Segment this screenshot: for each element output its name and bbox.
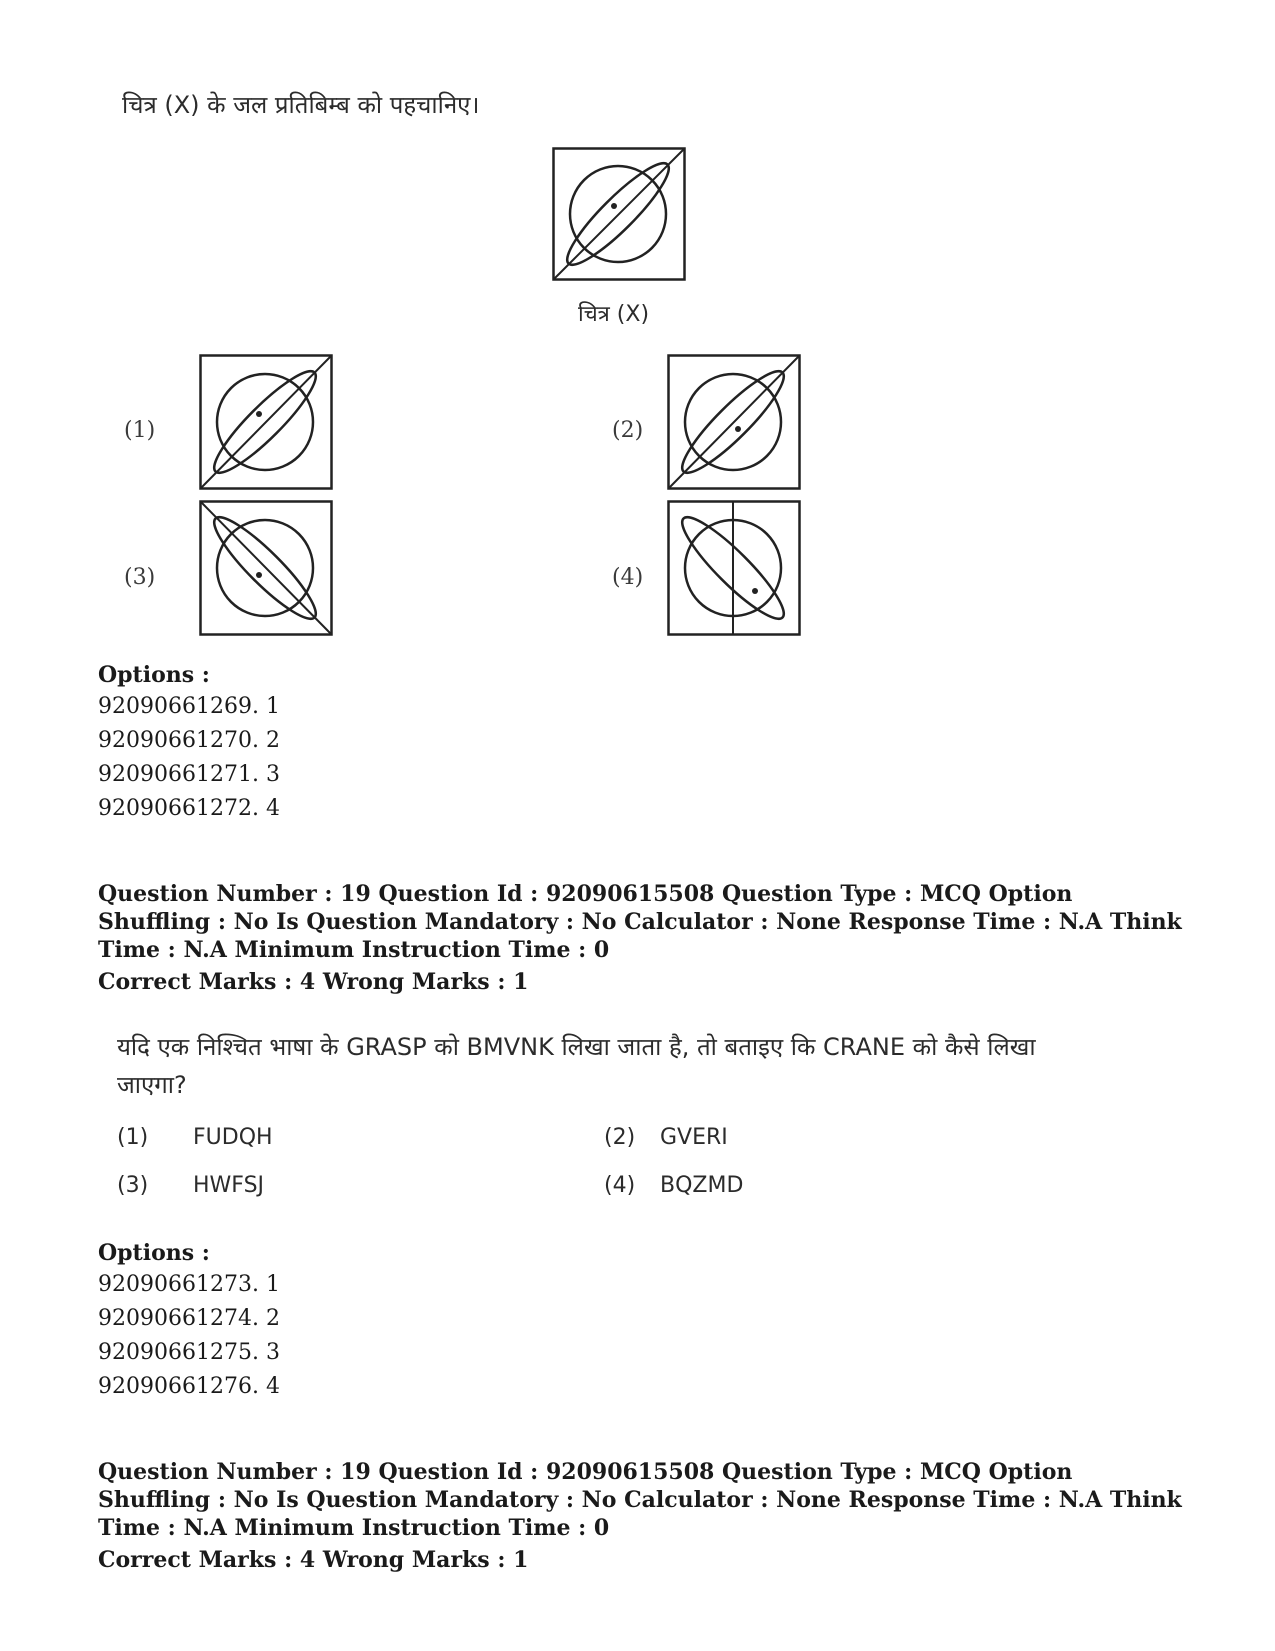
q3-marks: Correct Marks : 4 Wrong Marks : 1 <box>98 1547 529 1573</box>
q1-options <box>98 662 280 826</box>
q1-option-3[interactable]: 92090661271. 3 <box>98 762 280 787</box>
q2-option-3[interactable]: 92090661275. 3 <box>98 1340 280 1365</box>
q2-choice-3-text: HWFSJ <box>193 1173 265 1198</box>
q2-choice-3-label: (3) <box>117 1173 149 1198</box>
choice-3-label: (3) <box>124 565 156 590</box>
q3-meta: Question Number : 19 Question Id : 92090615508 Question Type : MCQ Option Shuffling : No Is Question Mandatory : No Calculator : None Response Time : N.A Think Time : N.A Minimum Instruction Time : 0 <box>98 1459 1182 1541</box>
choice-1-figure <box>199 354 333 490</box>
q1-option-4[interactable]: 92090661272. 4 <box>98 796 280 821</box>
q2-options-heading: Options : <box>98 1240 210 1266</box>
q2-option-2[interactable]: 92090661274. 2 <box>98 1306 280 1331</box>
q2-choice-4-text: BQZMD <box>660 1173 744 1198</box>
q2-prompt-line1: यदि एक निश्चित भाषा के GRASP को BMVNK लिखा जाता है, तो बताइए कि CRANE को कैसे लिखा <box>117 1033 1036 1061</box>
q2-option-1[interactable]: 92090661273. 1 <box>98 1272 280 1297</box>
q1-options-heading: Options : <box>98 662 210 688</box>
q2-choice-1-label: (1) <box>117 1125 149 1150</box>
choice-3-figure <box>199 500 333 636</box>
choice-4-figure <box>667 500 801 636</box>
figure-x-caption: चित्र (X) <box>578 302 650 327</box>
q2-marks: Correct Marks : 4 Wrong Marks : 1 <box>98 969 529 995</box>
choice-2-figure <box>667 354 801 490</box>
q2-choice-1-text: FUDQH <box>193 1125 273 1150</box>
figure-x <box>552 147 686 281</box>
choice-4-label: (4) <box>612 565 644 590</box>
q2-choice-2-label: (2) <box>604 1125 636 1150</box>
choice-1-label: (1) <box>124 418 156 443</box>
q1-option-2[interactable]: 92090661270. 2 <box>98 728 280 753</box>
q2-choice-4-label: (4) <box>604 1173 636 1198</box>
q2-meta: Question Number : 19 Question Id : 92090615508 Question Type : MCQ Option Shuffling : No Is Question Mandatory : No Calculator : None Response Time : N.A Think Time : N.A Minimum Instruction Time : 0 <box>98 881 1182 963</box>
q2-choice-2-text: GVERI <box>660 1125 728 1150</box>
q2-option-4[interactable]: 92090661276. 4 <box>98 1374 280 1399</box>
choice-2-label: (2) <box>612 418 644 443</box>
q1-option-1[interactable]: 92090661269. 1 <box>98 694 280 719</box>
q1-prompt: चित्र (X) के जल प्रतिबिम्ब को पहचानिए। <box>122 91 480 119</box>
q2-prompt-line2: जाएगा? <box>117 1071 187 1099</box>
q2-options <box>98 1240 280 1404</box>
